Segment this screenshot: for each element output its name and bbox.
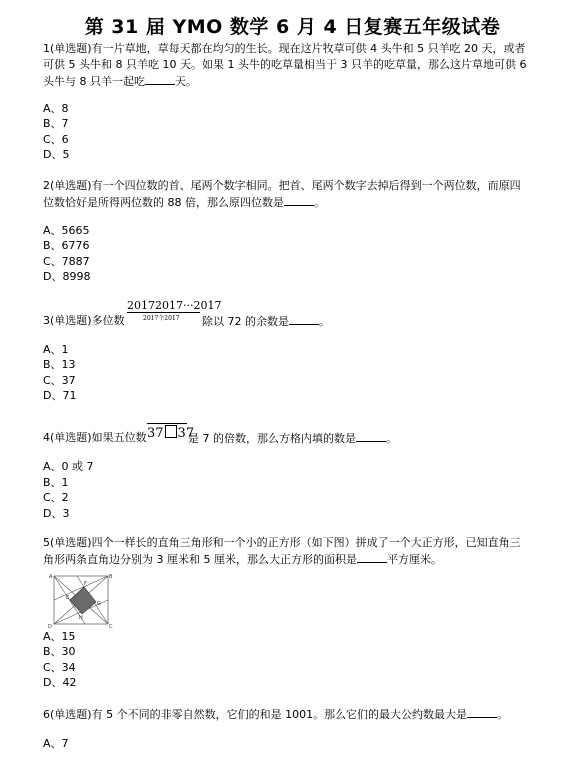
- question-4-option-c[interactable]: C、2: [43, 491, 69, 504]
- question-1-option-c[interactable]: C、6: [43, 133, 69, 146]
- overline: [147, 423, 187, 424]
- answer-blank: [284, 194, 314, 206]
- question-3-option-c[interactable]: C、37: [43, 374, 76, 387]
- question-3-option-d[interactable]: D、71: [43, 389, 77, 402]
- label-d: D: [48, 624, 52, 630]
- label-b: B: [109, 574, 113, 580]
- question-2-line-1: 2(单选题)有一个四位数的首、尾两个数字相同。把首、尾两个数字去掉后得到一个两位数，而原四: [43, 179, 521, 192]
- answer-blank: [357, 551, 387, 563]
- repeat-count: 2017个2017: [143, 315, 180, 322]
- label-e: E: [66, 595, 70, 601]
- question-2-line-2: [43, 194, 553, 211]
- question-5-option-b[interactable]: B、30: [43, 645, 76, 658]
- question-1-option-b[interactable]: B、7: [43, 117, 69, 130]
- question-5-line-2-text: 角形两条直角边分别为 3 厘米和 5 厘米，那么大正方形的面积是: [43, 553, 357, 566]
- repeated-number: 20172017···2017: [127, 299, 222, 312]
- question-2-option-c[interactable]: C、7887: [43, 255, 90, 268]
- question-3-text: 3(单选题)多位数: [43, 314, 125, 327]
- question-3-text-after: 除以 72 的余数是: [202, 315, 289, 328]
- question-4-text: 4(单选题)如果五位数: [43, 431, 147, 444]
- question-4-tail: [188, 430, 508, 447]
- blank-square: [165, 425, 177, 438]
- label-g: G: [97, 601, 101, 607]
- label-f: F: [84, 581, 87, 587]
- question-6-text: 6(单选题)有 5 个不同的非零自然数，它们的和是 1001。那么它们的最大公约数最大是: [43, 708, 468, 721]
- question-6-option-a[interactable]: A、7: [43, 737, 69, 750]
- question-3-option-b[interactable]: B、13: [43, 358, 76, 371]
- question-3-option-a[interactable]: A、1: [43, 343, 69, 356]
- question-2: [43, 178, 553, 211]
- question-4-option-d[interactable]: D、3: [43, 507, 70, 520]
- question-1-line-3-text: 头牛与 8 只羊一起吃: [43, 75, 145, 88]
- label-a: A: [49, 574, 53, 580]
- question-6: [43, 706, 553, 723]
- question-3-end: 。: [319, 315, 330, 328]
- question-2-option-a[interactable]: A、5665: [43, 224, 90, 237]
- question-2-option-d[interactable]: D、8998: [43, 270, 91, 283]
- question-2-line-2-end: 。: [314, 196, 325, 209]
- question-4-text-after: 是 7 的倍数，那么方格内填的数是: [188, 432, 356, 445]
- question-4-end: 。: [386, 432, 397, 445]
- answer-blank: [467, 706, 497, 718]
- page-title: 第 31 届 YMO 数学 6 月 4 日复赛五年级试卷: [84, 16, 501, 38]
- answer-blank: [289, 313, 319, 325]
- multi-digit-number: [127, 299, 222, 323]
- question-1-line-3: [43, 73, 553, 90]
- question-5-line-2: [43, 551, 553, 568]
- answer-blank: [356, 430, 386, 442]
- answer-blank: [145, 73, 175, 85]
- question-1-option-a[interactable]: A、8: [43, 102, 69, 115]
- question-5-option-a[interactable]: A、15: [43, 630, 76, 643]
- question-5-option-c[interactable]: C、34: [43, 661, 76, 674]
- question-6-end: 。: [497, 708, 509, 721]
- square-figure: [45, 572, 115, 632]
- question-1-line-2: 可供 5 头牛和 8 只羊吃 10 天。如果 1 头牛的吃草量相当于 3 只羊的吃草量，那么这片草地可供 6: [43, 58, 527, 71]
- digits-left: 37: [147, 426, 164, 441]
- label-c: C: [109, 624, 113, 630]
- question-5: [43, 535, 553, 568]
- question-4-option-b[interactable]: B、1: [43, 476, 69, 489]
- question-2-line-2-text: 位数恰好是所得两位数的 88 倍，那么原四位数是: [43, 196, 284, 209]
- label-h: H: [79, 615, 83, 621]
- question-2-option-b[interactable]: B、6776: [43, 239, 90, 252]
- question-5-line-2-end: 平方厘米。: [386, 553, 442, 566]
- question-3-tail: [202, 313, 502, 330]
- question-4-option-a[interactable]: A、0 或 7: [43, 460, 94, 473]
- question-5-line-1: 5(单选题)四个一样长的直角三角形和一个小的正方形（如下图）拼成了一个大正方形，已知直角三: [43, 536, 521, 549]
- question-1-option-d[interactable]: D、5: [43, 148, 70, 161]
- question-5-option-d[interactable]: D、42: [43, 676, 77, 689]
- digits-right: 37: [177, 426, 195, 441]
- question-1: [43, 41, 553, 90]
- question-1-line-3-end: 天。: [175, 75, 197, 88]
- question-1-line-1: 1(单选题)有一片草地，草每天都在均匀的生长。现在这片牧草可供 4 头牛和 5 只羊吃 20 天，或者: [43, 42, 526, 55]
